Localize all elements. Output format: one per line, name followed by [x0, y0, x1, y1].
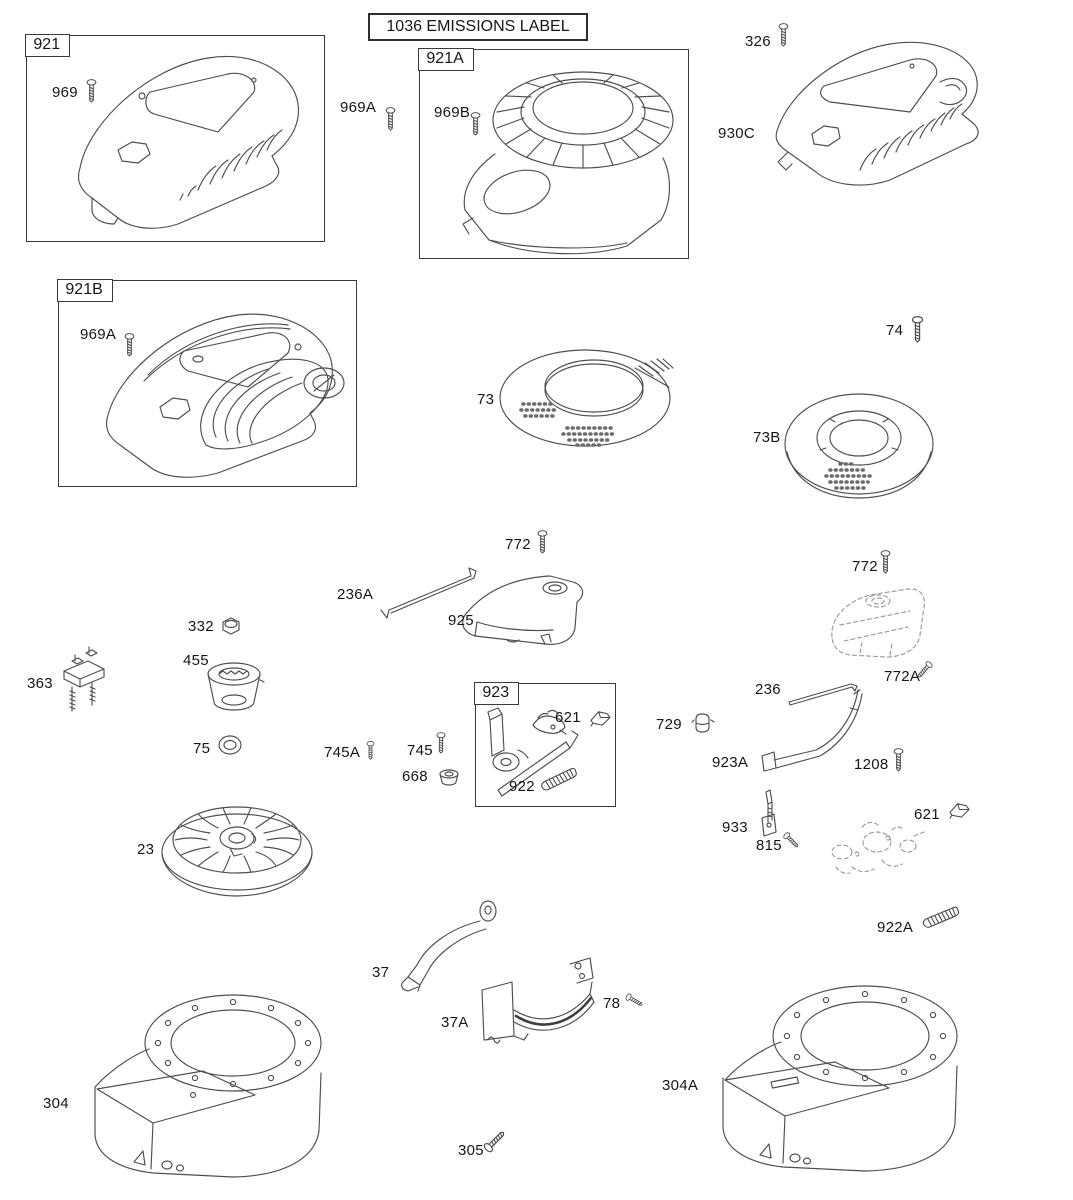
- callout-326: 326: [745, 33, 771, 50]
- screw-745A-icon: [366, 741, 375, 760]
- callout-23: 23: [137, 841, 155, 858]
- debris-shield-37A-drawing: [470, 952, 605, 1042]
- screw-305-icon: [482, 1128, 509, 1155]
- screw-969A-icon: [124, 333, 135, 357]
- screw-326-icon: [778, 22, 789, 48]
- callout-925: 925: [448, 612, 474, 629]
- callout-922A: 922A: [877, 919, 914, 936]
- callout-969A: 969A: [340, 99, 377, 116]
- group-label-921: 921: [25, 34, 70, 57]
- screw-772-icon: [537, 529, 548, 555]
- callout-305: 305: [458, 1142, 484, 1159]
- screw-969-icon: [86, 79, 97, 103]
- screw-815-icon: [782, 831, 802, 851]
- callout-74: 74: [886, 322, 904, 339]
- callout-729: 729: [656, 716, 682, 733]
- hex-nut-332-icon: [219, 616, 243, 636]
- muffler-dashed-drawing: [820, 575, 935, 670]
- screw-969A-icon: [385, 107, 396, 131]
- callout-304: 304: [43, 1095, 69, 1112]
- blower-housing-930C-drawing: [760, 32, 1005, 192]
- callout-969B: 969B: [434, 104, 471, 121]
- starter-cup-455-drawing: [206, 662, 262, 712]
- callout-236A: 236A: [337, 586, 374, 603]
- screw-969B-icon: [470, 112, 481, 136]
- blower-housing-921B-drawing: [88, 295, 353, 485]
- clip-621-icon: [947, 800, 972, 819]
- flywheel-23-drawing: [160, 782, 315, 912]
- group-label-923: 923: [474, 682, 519, 705]
- screw-74-icon: [911, 316, 924, 343]
- callout-78: 78: [603, 995, 621, 1012]
- base-housing-304A-drawing: [713, 978, 975, 1173]
- screw-78-icon: [624, 992, 645, 1009]
- callout-73: 73: [477, 391, 495, 408]
- group-label-921A: 921A: [418, 48, 473, 71]
- screw-772-icon: [880, 549, 891, 575]
- lever-933-drawing: [756, 788, 780, 840]
- callout-621: 621: [914, 806, 940, 823]
- callout-969: 969: [52, 84, 78, 101]
- screw-745-icon: [436, 731, 446, 755]
- callout-1208: 1208: [854, 756, 889, 773]
- callout-745: 745: [407, 742, 433, 759]
- callout-668: 668: [402, 768, 428, 785]
- callout-969A: 969A: [80, 326, 117, 343]
- washer-75-icon: [217, 734, 243, 756]
- callout-304A: 304A: [662, 1077, 699, 1094]
- stud-bracket-363-drawing: [52, 645, 110, 715]
- callout-75: 75: [193, 740, 211, 757]
- clamp-729-drawing: [692, 711, 714, 737]
- callout-73B: 73B: [753, 429, 781, 446]
- callout-772A: 772A: [884, 668, 921, 685]
- callout-933: 933: [722, 819, 748, 836]
- clip-621-icon: [588, 708, 613, 727]
- callout-772: 772: [505, 536, 531, 553]
- callout-745A: 745A: [324, 744, 361, 761]
- screw-1208-icon: [893, 747, 904, 773]
- band-bracket-923A-drawing: [750, 686, 865, 770]
- base-housing-304-drawing: [83, 983, 323, 1178]
- callout-815: 815: [756, 837, 782, 854]
- callout-923A: 923A: [712, 754, 749, 771]
- callout-455: 455: [183, 652, 209, 669]
- callout-772: 772: [852, 558, 878, 575]
- cover-bracket-925-drawing: [455, 570, 590, 650]
- group-label-921B: 921B: [57, 279, 112, 302]
- rotating-screen-73-drawing: [497, 346, 673, 450]
- callout-930C: 930C: [718, 125, 756, 142]
- callout-922: 922: [509, 778, 535, 795]
- emissions-label-text: 1036 EMISSIONS LABEL: [386, 18, 570, 35]
- blower-housing-921A-drawing: [425, 58, 680, 258]
- callout-236: 236: [755, 681, 781, 698]
- callout-621: 621: [555, 709, 581, 726]
- blower-housing-921-drawing: [58, 40, 323, 240]
- screen-plate-73B-drawing: [782, 392, 937, 502]
- callout-37A: 37A: [441, 1014, 469, 1031]
- emissions-label-title: [368, 13, 588, 41]
- callout-363: 363: [27, 675, 53, 692]
- bushing-668-icon: [438, 768, 460, 788]
- callout-37: 37: [372, 964, 390, 981]
- governor-spring-922A-icon: [918, 903, 963, 931]
- callout-332: 332: [188, 618, 214, 635]
